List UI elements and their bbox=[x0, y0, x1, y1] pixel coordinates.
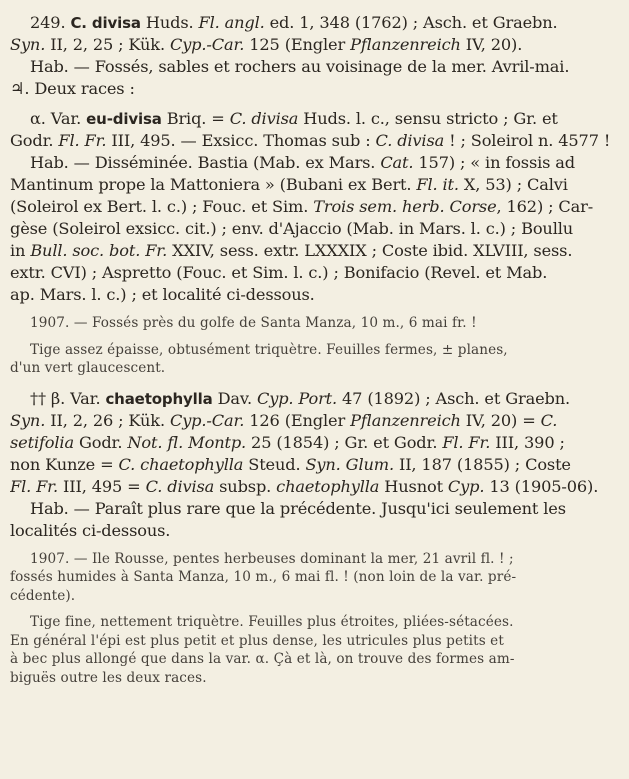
var-beta-line-4 bbox=[10, 454, 617, 476]
var-beta-habitat-1: Hab. — Paraît plus rare que la précédente. Jusqu'ici seulement les bbox=[30, 498, 566, 518]
text: Briq. = bbox=[161, 109, 230, 128]
text: ed. 1, 348 (1762) ; Asch. et Graebn. bbox=[264, 13, 558, 32]
ref-title: Fl. it. bbox=[416, 175, 459, 194]
var-alpha-line-9: ap. Mars. l. c.) ; et localité ci-dessous. bbox=[10, 285, 315, 304]
var-beta-habitat-2: localités ci-dessous. bbox=[10, 520, 171, 540]
ref-title: Fl. Fr. bbox=[10, 476, 58, 496]
var-alpha-description-1: Tige assez épaisse, obtusément triquètre. Feuilles fermes, ± planes, bbox=[30, 341, 508, 358]
text: II, 2, 25 ; Kük. bbox=[45, 35, 170, 54]
ref-title: Trois sem. herb. Corse bbox=[313, 197, 497, 216]
var-beta-line-3 bbox=[10, 432, 617, 454]
ref-title: Pflanzenreich bbox=[350, 35, 461, 54]
ref-title: Cyp.-Car. bbox=[169, 410, 245, 430]
text: Huds. bbox=[140, 13, 199, 32]
entry-249-habitat: Hab. — Fossés, sables et rochers au voisinage de la mer. Avril-mai. bbox=[30, 57, 570, 76]
text: 13 (1905-06). bbox=[484, 476, 599, 496]
var-alpha-line-8: extr. CVI) ; Aspretto (Fouc. et Sim. l. c.) ; Bonifacio (Revel. et Mab. bbox=[10, 263, 548, 282]
taxon: setifolia bbox=[10, 432, 74, 452]
text: α. Var. bbox=[30, 109, 87, 128]
ref-title: Not. fl. Montp. bbox=[127, 432, 247, 452]
entry-249-races: ♃. Deux races : bbox=[10, 79, 135, 98]
ref-title: Bull. soc. bot. Fr. bbox=[30, 241, 168, 260]
text: II, 2, 26 ; Kük. bbox=[45, 410, 170, 430]
text: Hab. — Disséminée. Bastia (Mab. ex Mars. bbox=[30, 153, 381, 172]
ref-title: Fl. angl. bbox=[198, 13, 265, 32]
ref-title: Cat. bbox=[380, 153, 414, 172]
var-beta-description-4: biguës outre les deux races. bbox=[10, 669, 207, 686]
text: 157) ; « in fossis ad bbox=[413, 153, 576, 172]
text: IV, 20). bbox=[460, 35, 523, 54]
variety-name: eu-divisa bbox=[86, 110, 162, 128]
var-alpha-description-2: d'un vert glaucescent. bbox=[10, 360, 166, 376]
species-name: C. divisa bbox=[70, 14, 141, 32]
taxon: C. chaetophylla bbox=[118, 454, 244, 474]
text: III, 390 ; bbox=[490, 432, 565, 452]
ref-title: Syn. bbox=[10, 410, 46, 430]
text: Godr. bbox=[10, 131, 59, 150]
text: Godr. bbox=[73, 432, 128, 452]
var-alpha-line-2 bbox=[10, 130, 617, 152]
entry-249-line-2 bbox=[10, 34, 617, 56]
text: subsp. bbox=[214, 476, 277, 496]
variety-name: chaetophylla bbox=[105, 389, 213, 408]
text: III, 495 = bbox=[58, 476, 146, 496]
text: IV, 20) = bbox=[460, 410, 541, 430]
taxon: C. divisa bbox=[229, 109, 299, 128]
text: in bbox=[10, 241, 31, 260]
text: Dav. bbox=[212, 388, 257, 408]
var-beta-line-2 bbox=[10, 410, 617, 432]
ref-title: Syn. bbox=[10, 35, 46, 54]
taxon: chaetophylla bbox=[276, 476, 380, 496]
ref-title: Syn. Glum. bbox=[305, 454, 394, 474]
taxon: C. divisa bbox=[375, 131, 445, 150]
text: , 162) ; Car- bbox=[496, 197, 594, 216]
var-beta-line-5 bbox=[10, 476, 617, 498]
var-alpha-line-4 bbox=[10, 174, 617, 196]
var-beta-observation-1: 1907. — Ile Rousse, pentes herbeuses dominant la mer, 21 avril fl. ! ; bbox=[30, 550, 514, 567]
ref-title: Fl. Fr. bbox=[442, 432, 491, 452]
var-alpha-line-6: gèse (Soleirol exsicc. cit.) ; env. d'Ajaccio (Mab. in Mars. l. c.) ; Boullu bbox=[10, 219, 574, 238]
var-beta-observation-3: cédente). bbox=[10, 587, 76, 604]
ref-title: Pflanzenreich bbox=[350, 410, 461, 430]
ref-title: Cyp. bbox=[447, 476, 485, 496]
text: 25 (1854) ; Gr. et Godr. bbox=[246, 432, 443, 452]
var-alpha-line-7 bbox=[10, 240, 617, 262]
var-alpha-line-1 bbox=[10, 108, 617, 130]
text: ! ; Soleirol n. 4577 ! bbox=[444, 131, 611, 150]
var-beta-description-1: Tige fine, nettement triquètre. Feuilles plus étroites, pliées-sétacées. bbox=[30, 614, 514, 630]
text: Huds. l. c., sensu stricto ; Gr. et bbox=[298, 109, 558, 128]
text: Steud. bbox=[243, 454, 306, 474]
var-beta-description-2: En général l'épi est plus petit et plus dense, les utricules plus petits et bbox=[10, 632, 504, 649]
text: †† β. Var. bbox=[30, 388, 106, 408]
var-alpha-line-3 bbox=[10, 152, 617, 174]
var-alpha-line-5 bbox=[10, 196, 617, 218]
text: II, 187 (1855) ; Coste bbox=[393, 454, 571, 474]
var-alpha-observation: 1907. — Fossés près du golfe de Santa Manza, 10 m., 6 mai fr. ! bbox=[30, 315, 477, 331]
var-beta-line-1 bbox=[10, 388, 617, 410]
text: non Kunze = bbox=[10, 454, 119, 474]
text: (Soleirol ex Bert. l. c.) ; Fouc. et Sim. bbox=[10, 197, 314, 216]
var-beta-observation-2: fossés humides à Santa Manza, 10 m., 6 mai fl. ! (non loin de la var. pré- bbox=[10, 569, 517, 585]
text: 47 (1892) ; Asch. et Graebn. bbox=[337, 388, 570, 408]
taxon: C. bbox=[540, 410, 558, 430]
entry-number: 249. bbox=[30, 13, 66, 32]
var-beta-description-3: à bec plus allongé que dans la var. α. Çà et là, on trouve des formes am- bbox=[10, 651, 515, 667]
ref-title: Cyp. Port. bbox=[256, 388, 338, 408]
text: 126 (Engler bbox=[244, 410, 351, 430]
ref-title: Cyp.-Car. bbox=[169, 35, 245, 54]
text: III, 495. — Exsicc. Thomas sub : bbox=[106, 131, 376, 150]
text: 125 (Engler bbox=[244, 35, 351, 54]
ref-title: Fl. Fr. bbox=[58, 131, 107, 150]
entry-249-line-1 bbox=[10, 12, 617, 34]
text: Husnot bbox=[379, 476, 448, 496]
taxon: C. divisa bbox=[145, 476, 215, 496]
text: XXIV, sess. extr. LXXXIX ; Coste ibid. XLVIII, sess. bbox=[167, 241, 573, 260]
text: Mantinum prope la Mattoniera » (Bubani ex Bert. bbox=[10, 175, 417, 194]
text: X, 53) ; Calvi bbox=[458, 175, 568, 194]
